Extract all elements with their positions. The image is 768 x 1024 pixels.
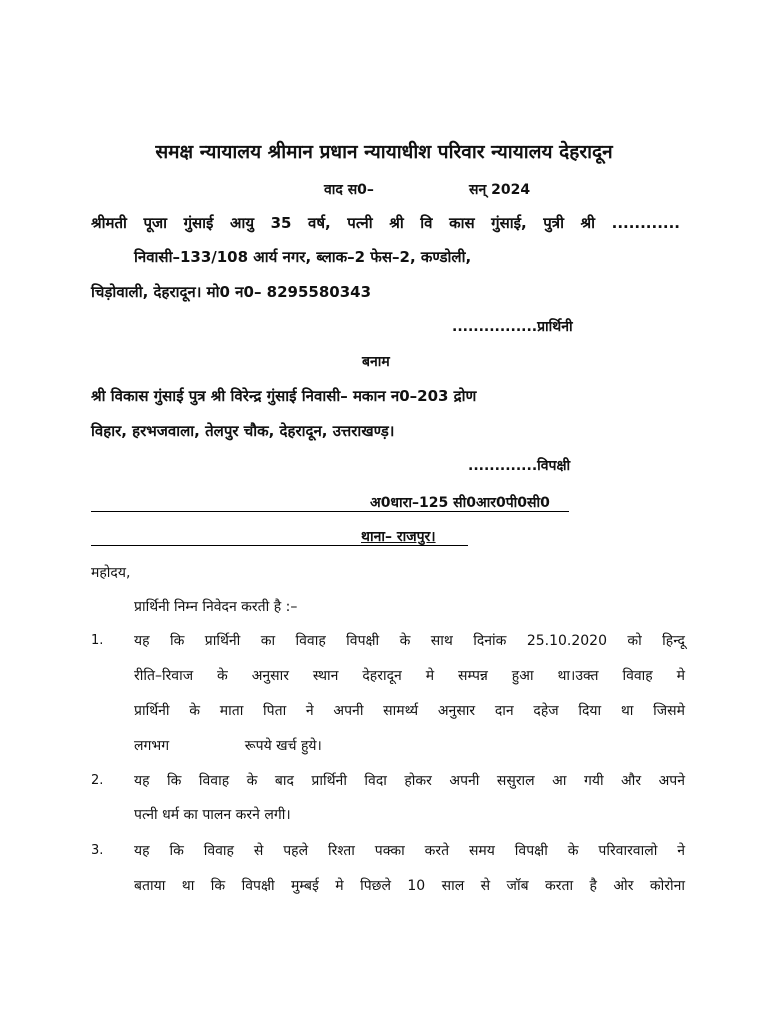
point-1-line-3: प्रार्थिनी के माता पिता ने अपनी सामर्थ्य अनुसार दान दहेज दिया था जिसमे (134, 703, 685, 719)
legal-section: अ0धारा–125 सी0आर0पी0सी0 (370, 495, 550, 511)
petitioner-line-1: श्रीमती पूजा गुंसाई आयु 35 वर्ष, पत्नी श्री वि कास गुंसाई, पुत्री श्री ............ (91, 214, 680, 232)
point-number: 2. (91, 773, 104, 788)
case-year: सन् 2024 (469, 182, 531, 198)
section-underline (91, 511, 569, 512)
point-3-line-2: बताया था कि विपक्षी मुम्बई मे पिछले 10 साल से जॉब करता है ओर कोरोना (134, 878, 685, 894)
point-2-line-1: यह कि विवाह के बाद प्रार्थिनी विदा होकर अपनी ससुराल आ गयी और अपने (134, 773, 685, 789)
respondent-role: .............विपक्षी (468, 458, 571, 474)
salutation: महोदय, (91, 565, 131, 581)
petitioner-address-line-1: निवासी–133/108 आर्य नगर, ब्लाक–2 फेस–2, कण्डोली, (134, 248, 472, 266)
police-station: थाना– राजपुर। (361, 529, 436, 545)
point-1-line-4: लगभग रूपये खर्च हुये। (134, 738, 322, 754)
versus-label: बनाम (362, 354, 390, 370)
respondent-line-1: श्री विकास गुंसाई पुत्र श्री विरेन्द्र गुंसाई निवासी– मकान न0–203 द्रोण (91, 387, 477, 405)
petitioner-role: ................प्रार्थिनी (452, 319, 573, 335)
point-2-line-2: पत्नी धर्म का पालन करने लगी। (134, 807, 291, 823)
point-1-line-1: यह कि प्रार्थिनी का विवाह विपक्षी के साथ दिनांक 25.10.2020 को हिन्दू (134, 633, 685, 649)
point-number: 3. (91, 843, 104, 858)
police-station-underline (91, 545, 468, 546)
point-number: 1. (91, 633, 104, 648)
case-number-label: वाद स0– (324, 182, 374, 198)
intro-line: प्रार्थिनी निम्न निवेदन करती है :– (134, 599, 298, 615)
petitioner-address-line-2: चिड़ोवाली, देहरादून। मो0 न0– 8295580343 (91, 283, 372, 301)
respondent-line-2: विहार, हरभजवाला, तेलपुर चौक, देहरादून, उत्तराखण्ड़। (91, 422, 395, 440)
court-title: समक्ष न्यायालय श्रीमान प्रधान न्यायाधीश परिवार न्यायालय देहरादून (155, 141, 613, 163)
point-1-line-2: रीति–रिवाज के अनुसार स्थान देहरादून मे सम्पन्न हुआ था।उक्त विवाह मे (134, 668, 685, 684)
point-3-line-1: यह कि विवाह से पहले रिश्ता पक्का करते समय विपक्षी के परिवारवालो ने (134, 843, 685, 859)
